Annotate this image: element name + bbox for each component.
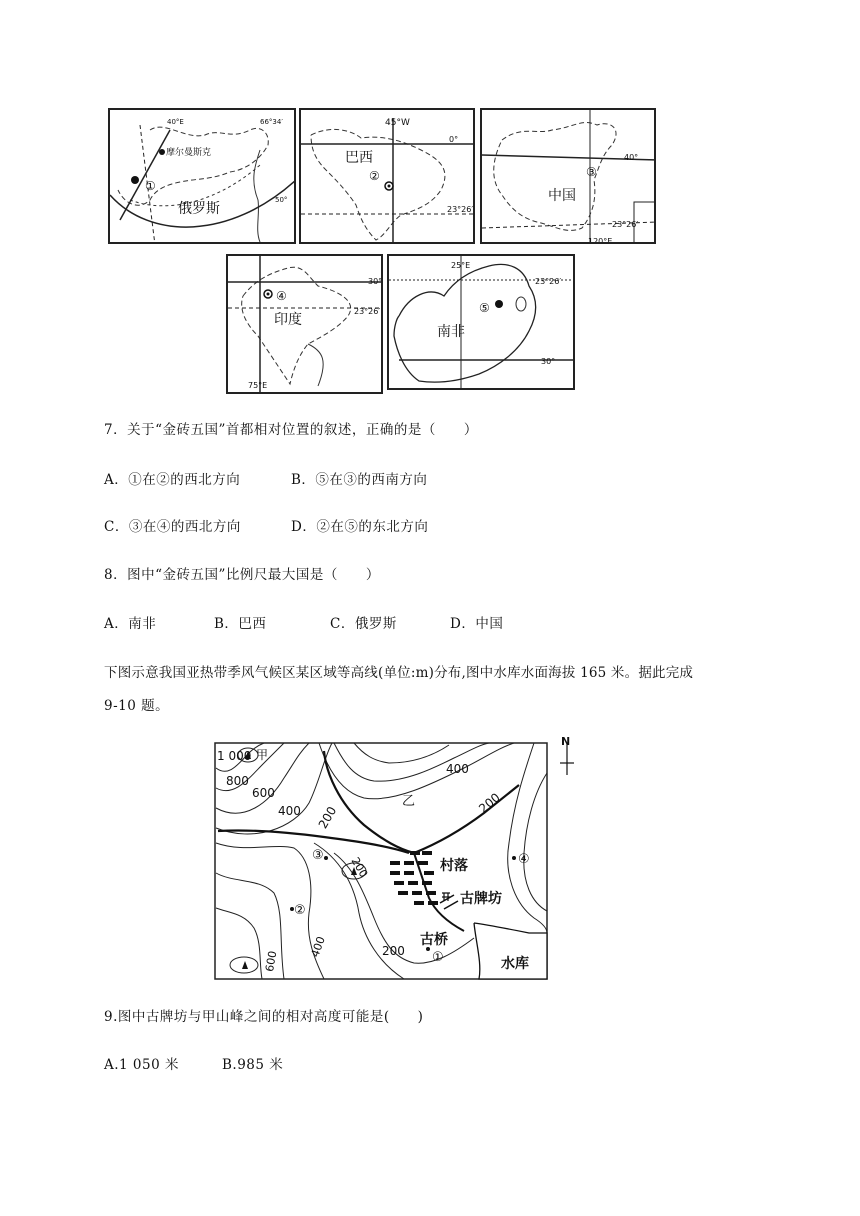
svg-text:俄罗斯: 俄罗斯 xyxy=(178,201,220,217)
q8-option-b: B．巴西 xyxy=(214,616,267,632)
india-outline xyxy=(228,256,383,394)
svg-text:④: ④ xyxy=(276,289,287,303)
svg-text:50°: 50° xyxy=(275,196,288,204)
svg-text:200: 200 xyxy=(315,804,340,831)
map-south-africa xyxy=(387,254,575,390)
map-russia xyxy=(108,108,296,244)
south-africa-outline xyxy=(389,256,575,390)
svg-text:23°26′: 23°26′ xyxy=(612,220,639,229)
intro-line-2: 9-10 题。 xyxy=(104,698,170,714)
svg-text:④: ④ xyxy=(518,852,530,867)
q7-stem: 7．关于“金砖五国”首都相对位置的叙述，正确的是（ ） xyxy=(104,422,478,438)
intro-line-1: 下图示意我国亚热带季风气候区某区域等高线(单位:m)分布,图中水库水面海拔 165 米。据此完成 xyxy=(104,665,694,681)
svg-text:200: 200 xyxy=(382,944,405,958)
q7-option-a: A．①在②的西北方向 xyxy=(104,472,241,488)
svg-text:村落: 村落 xyxy=(440,858,468,874)
contour-map xyxy=(214,733,580,981)
svg-text:30°: 30° xyxy=(368,277,383,286)
q8-option-a: A．南非 xyxy=(104,616,157,632)
svg-text:印度: 印度 xyxy=(274,312,302,328)
svg-text:中国: 中国 xyxy=(548,188,576,204)
svg-text:40°: 40° xyxy=(624,153,639,162)
svg-text:400: 400 xyxy=(308,934,328,959)
svg-text:600: 600 xyxy=(262,949,280,973)
svg-text:400: 400 xyxy=(278,804,301,818)
svg-text:摩尔曼斯克: 摩尔曼斯克 xyxy=(166,148,212,158)
brazil-outline xyxy=(301,110,475,244)
svg-text:0°: 0° xyxy=(449,135,459,144)
china-outline xyxy=(482,110,656,244)
map-china xyxy=(480,108,656,244)
svg-text:①: ① xyxy=(145,179,156,193)
q7-option-d: D．②在⑤的东北方向 xyxy=(291,519,429,535)
svg-text:甲: 甲 xyxy=(256,748,269,762)
svg-text:南非: 南非 xyxy=(437,324,465,340)
q7-option-b: B．⑤在③的西南方向 xyxy=(291,472,428,488)
svg-text:巴西: 巴西 xyxy=(345,150,373,166)
svg-text:23°26′: 23°26′ xyxy=(447,205,474,214)
svg-text:600: 600 xyxy=(252,786,275,800)
q9-stem: 9.图中古牌坊与甲山峰之间的相对高度可能是( ) xyxy=(104,1009,424,1025)
svg-text:③: ③ xyxy=(586,165,597,179)
svg-text:75°E: 75°E xyxy=(248,381,268,390)
svg-text:古牌坊: 古牌坊 xyxy=(460,891,502,907)
q7-option-c: C．③在④的西北方向 xyxy=(104,519,241,535)
svg-text:N: N xyxy=(561,735,571,748)
svg-text:30°: 30° xyxy=(541,357,556,366)
svg-text:②: ② xyxy=(369,169,380,183)
svg-text:③: ③ xyxy=(312,848,324,863)
q8-option-c: C．俄罗斯 xyxy=(330,616,397,632)
svg-text:水库: 水库 xyxy=(501,956,529,972)
map-brazil xyxy=(299,108,475,244)
svg-text:400: 400 xyxy=(446,762,469,776)
svg-text:古桥: 古桥 xyxy=(420,932,448,948)
svg-text:66°34′: 66°34′ xyxy=(260,118,283,126)
svg-text:1 000: 1 000 xyxy=(217,749,252,763)
svg-text:200: 200 xyxy=(476,790,503,816)
svg-text:②: ② xyxy=(294,903,306,918)
map-india xyxy=(226,254,383,394)
svg-text:25°E: 25°E xyxy=(451,261,471,270)
svg-text:乙: 乙 xyxy=(402,794,416,809)
svg-text:23°26′: 23°26′ xyxy=(354,307,381,316)
svg-text:120°E: 120°E xyxy=(588,237,613,246)
q8-option-d: D．中国 xyxy=(450,616,504,632)
svg-text:40°E: 40°E xyxy=(167,118,184,126)
svg-text:45°W: 45°W xyxy=(385,118,410,128)
svg-text:23°26′: 23°26′ xyxy=(535,277,562,286)
q9-option-a: A.1 050 米 xyxy=(104,1057,179,1073)
q9-option-b: B.985 米 xyxy=(222,1057,284,1073)
contour-map-svg xyxy=(214,733,580,981)
svg-text:⑤: ⑤ xyxy=(479,301,490,315)
svg-text:200: 200 xyxy=(348,855,371,880)
svg-text:①: ① xyxy=(432,950,444,965)
russia-outline xyxy=(110,110,296,244)
svg-text:800: 800 xyxy=(226,774,249,788)
q8-stem: 8．图中“金砖五国”比例尺最大国是（ ） xyxy=(104,567,380,583)
